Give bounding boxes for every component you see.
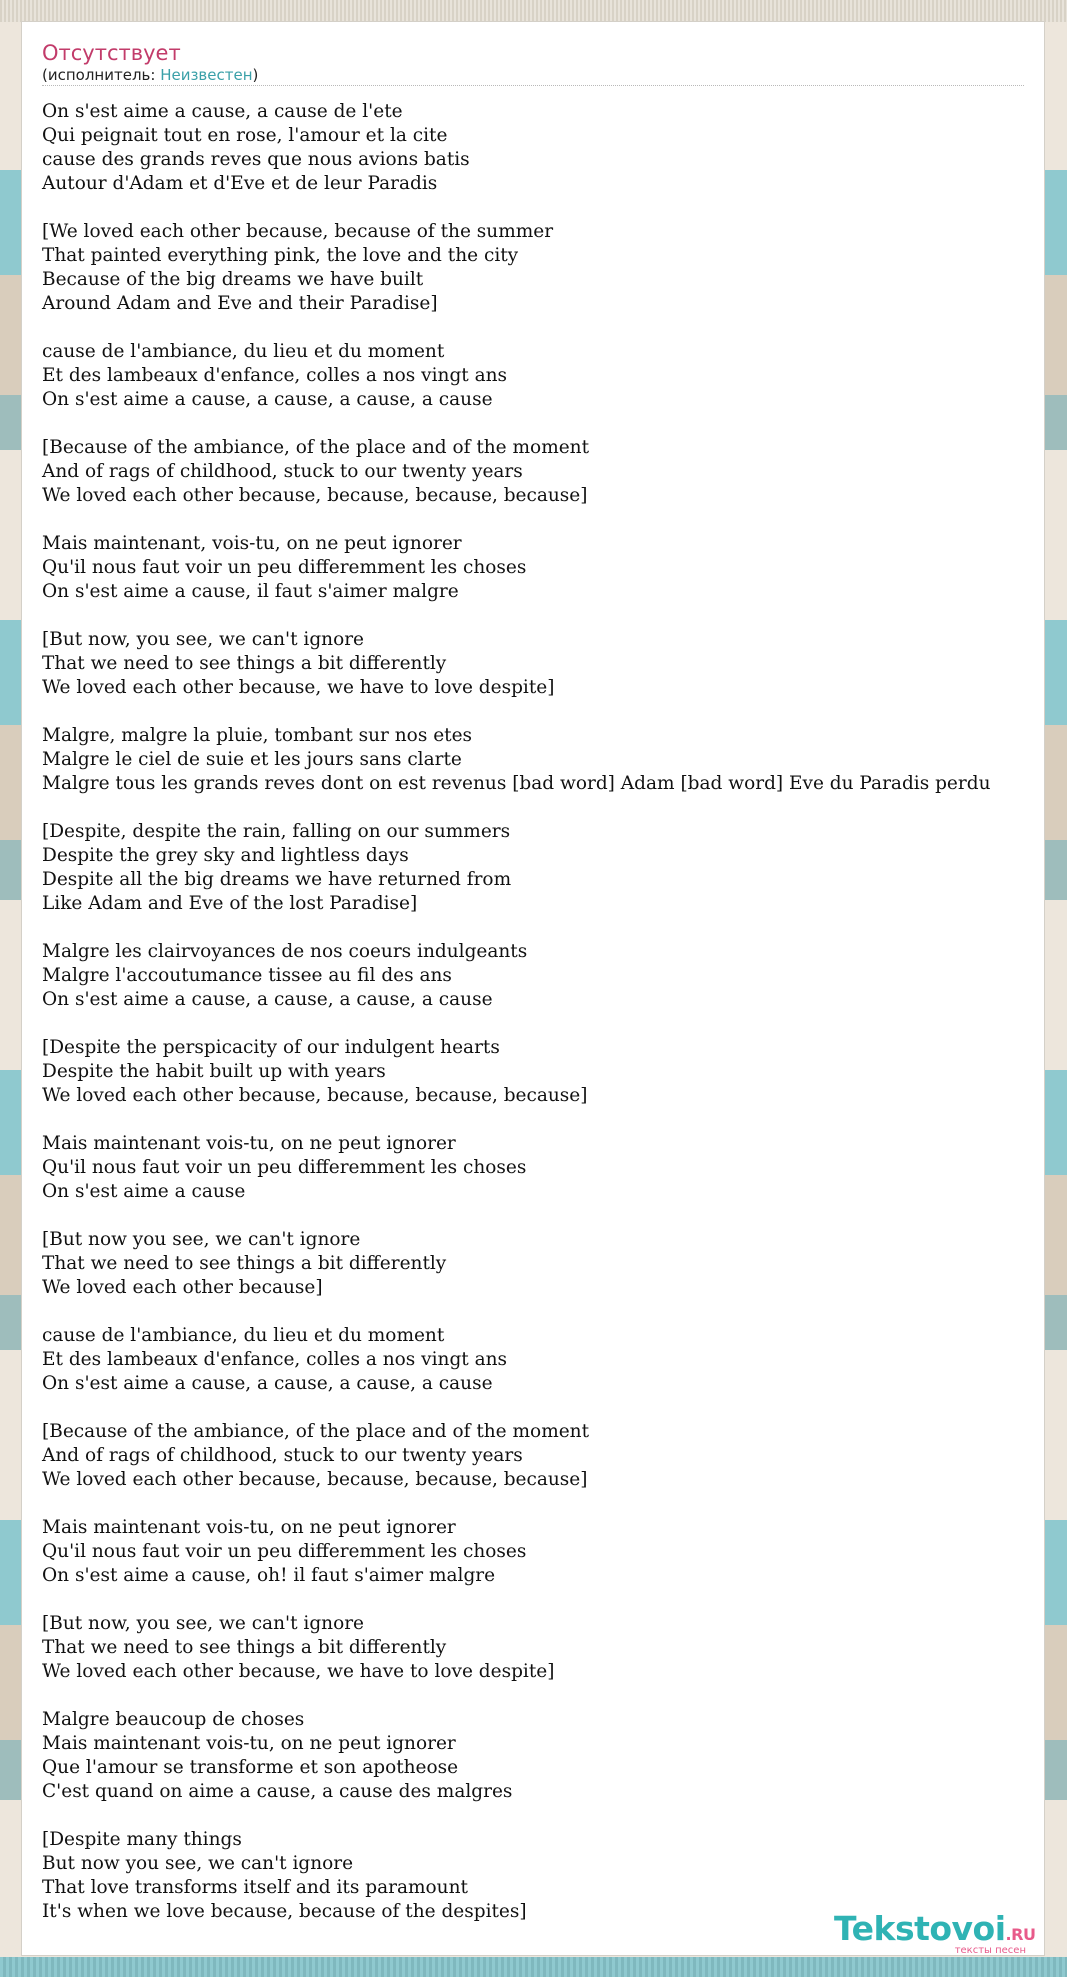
lyric-line: Mais maintenant vois-tu, on ne peut ignorer [42,1733,456,1754]
lyric-line: It's when we love because, because of the despites] [42,1901,527,1922]
lyric-line: Mais maintenant vois-tu, on ne peut ignorer [42,1517,456,1538]
lyrics-text [42,100,1045,1924]
lyric-blank-line [42,1396,1045,1420]
lyric-line: That we need to see things a bit differently [42,653,447,674]
artist-suffix: ) [252,66,259,84]
lyric-blank-line [42,1204,1045,1228]
lyric-line: We loved each other because, because, because, because] [42,1085,588,1106]
lyric-blank-line [42,1108,1045,1132]
lyric-line: Malgre le ciel de suie et les jours sans clarte [42,749,462,770]
logo-name: Tekstovoi [834,1909,1006,1948]
lyric-line: We loved each other because, we have to love despite] [42,677,555,698]
song-header [42,40,1024,86]
lyric-blank-line [42,604,1045,628]
lyrics-card [21,21,1045,1956]
lyric-line: Despite the grey sky and lightless days [42,845,409,866]
artist-link[interactable]: Неизвестен [160,66,253,84]
lyric-line: [We loved each other because, because of the summer [42,221,554,242]
lyric-line: On s'est aime a cause, a cause, a cause, a cause [42,389,493,410]
lyric-line: Malgre les clairvoyances de nos coeurs indulgeants [42,941,528,962]
lyric-line: Qui peignait tout en rose, l'amour et la cite [42,125,448,146]
lyric-line: [Despite, despite the rain, falling on our summers [42,821,511,842]
lyric-line: Mais maintenant, vois-tu, on ne peut ignorer [42,533,462,554]
lyric-line: Malgre beaucoup de choses [42,1709,305,1730]
lyric-line: [But now, you see, we can't ignore [42,1613,365,1634]
lyric-line: Que l'amour se transforme et son apotheose [42,1757,459,1778]
lyric-line: We loved each other because, because, because, because] [42,485,588,506]
lyric-line: On s'est aime a cause, a cause, a cause, a cause [42,1373,493,1394]
lyric-line: C'est quand on aime a cause, a cause des malgres [42,1781,513,1802]
lyric-blank-line [42,508,1045,532]
lyric-blank-line [42,700,1045,724]
logo-tagline: тексты песен [954,1945,1026,1956]
lyric-line: [Because of the ambiance, of the place and of the moment [42,437,590,458]
lyric-line: We loved each other because] [42,1277,323,1298]
lyric-line: Despite the habit built up with years [42,1061,386,1082]
lyric-blank-line [42,1684,1045,1708]
lyric-line: [Despite many things [42,1829,242,1850]
lyric-line: On s'est aime a cause, a cause de l'ete [42,101,403,122]
lyric-line: That love transforms itself and its paramount [42,1877,468,1898]
lyric-line: On s'est aime a cause, a cause, a cause, a cause [42,989,493,1010]
lyric-line: We loved each other because, because, because, because] [42,1469,588,1490]
lyric-line: Qu'il nous faut voir un peu differemment les choses [42,1157,527,1178]
page-top-border [0,0,1067,22]
artist-prefix: (исполнитель: [42,66,161,84]
lyric-line: Around Adam and Eve and their Paradise] [42,293,438,314]
lyric-line: cause des grands reves que nous avions batis [42,149,470,170]
lyric-line: Et des lambeaux d'enfance, colles a nos vingt ans [42,365,508,386]
lyric-line: cause de l'ambiance, du lieu et du moment [42,1325,445,1346]
lyric-line: Qu'il nous faut voir un peu differemment les choses [42,557,527,578]
lyric-blank-line [42,1588,1045,1612]
lyric-line: That painted everything pink, the love and the city [42,245,519,266]
lyric-blank-line [42,916,1045,940]
logo-tld: .RU [1005,1925,1036,1944]
lyric-line: Malgre l'accoutumance tissee au fil des ans [42,965,452,986]
lyric-line: Like Adam and Eve of the lost Paradise] [42,893,418,914]
lyric-line: On s'est aime a cause, oh! il faut s'aimer malgre [42,1565,496,1586]
lyric-line: On s'est aime a cause, il faut s'aimer malgre [42,581,459,602]
lyric-line: That we need to see things a bit differently [42,1637,447,1658]
lyric-line: Malgre tous les grands reves dont on est revenus [bad word] Adam [bad word] Eve du Paradis perdu [42,773,991,794]
lyric-line: [Despite the perspicacity of our indulgent hearts [42,1037,500,1058]
site-logo[interactable] [834,1911,1044,1955]
page-bottom-border [0,1957,1067,1977]
lyric-line: On s'est aime a cause [42,1181,246,1202]
lyric-line: Qu'il nous faut voir un peu differemment les choses [42,1541,527,1562]
lyric-line: [But now, you see, we can't ignore [42,629,365,650]
lyric-line: cause de l'ambiance, du lieu et du moment [42,341,445,362]
lyric-blank-line [42,196,1045,220]
lyric-line: Because of the big dreams we have built [42,269,424,290]
song-title: Отсутствует [42,41,181,65]
lyric-line: [Because of the ambiance, of the place and of the moment [42,1421,590,1442]
lyric-line: We loved each other because, we have to love despite] [42,1661,555,1682]
lyric-line: That we need to see things a bit differently [42,1253,447,1274]
lyric-line: And of rags of childhood, stuck to our twenty years [42,461,523,482]
lyric-line: Mais maintenant vois-tu, on ne peut ignorer [42,1133,456,1154]
lyric-blank-line [42,1804,1045,1828]
lyric-blank-line [42,1300,1045,1324]
lyric-line: Autour d'Adam et d'Eve et de leur Paradis [42,173,438,194]
lyric-blank-line [42,412,1045,436]
lyric-line: And of rags of childhood, stuck to our twenty years [42,1445,523,1466]
artist-line [42,66,1024,84]
lyric-blank-line [42,1012,1045,1036]
lyric-line: But now you see, we can't ignore [42,1853,354,1874]
lyric-blank-line [42,1492,1045,1516]
lyric-line: Despite all the big dreams we have returned from [42,869,512,890]
lyric-line: [But now you see, we can't ignore [42,1229,361,1250]
lyric-blank-line [42,316,1045,340]
lyric-line: Et des lambeaux d'enfance, colles a nos vingt ans [42,1349,508,1370]
lyric-blank-line [42,796,1045,820]
lyric-line: Malgre, malgre la pluie, tombant sur nos etes [42,725,473,746]
